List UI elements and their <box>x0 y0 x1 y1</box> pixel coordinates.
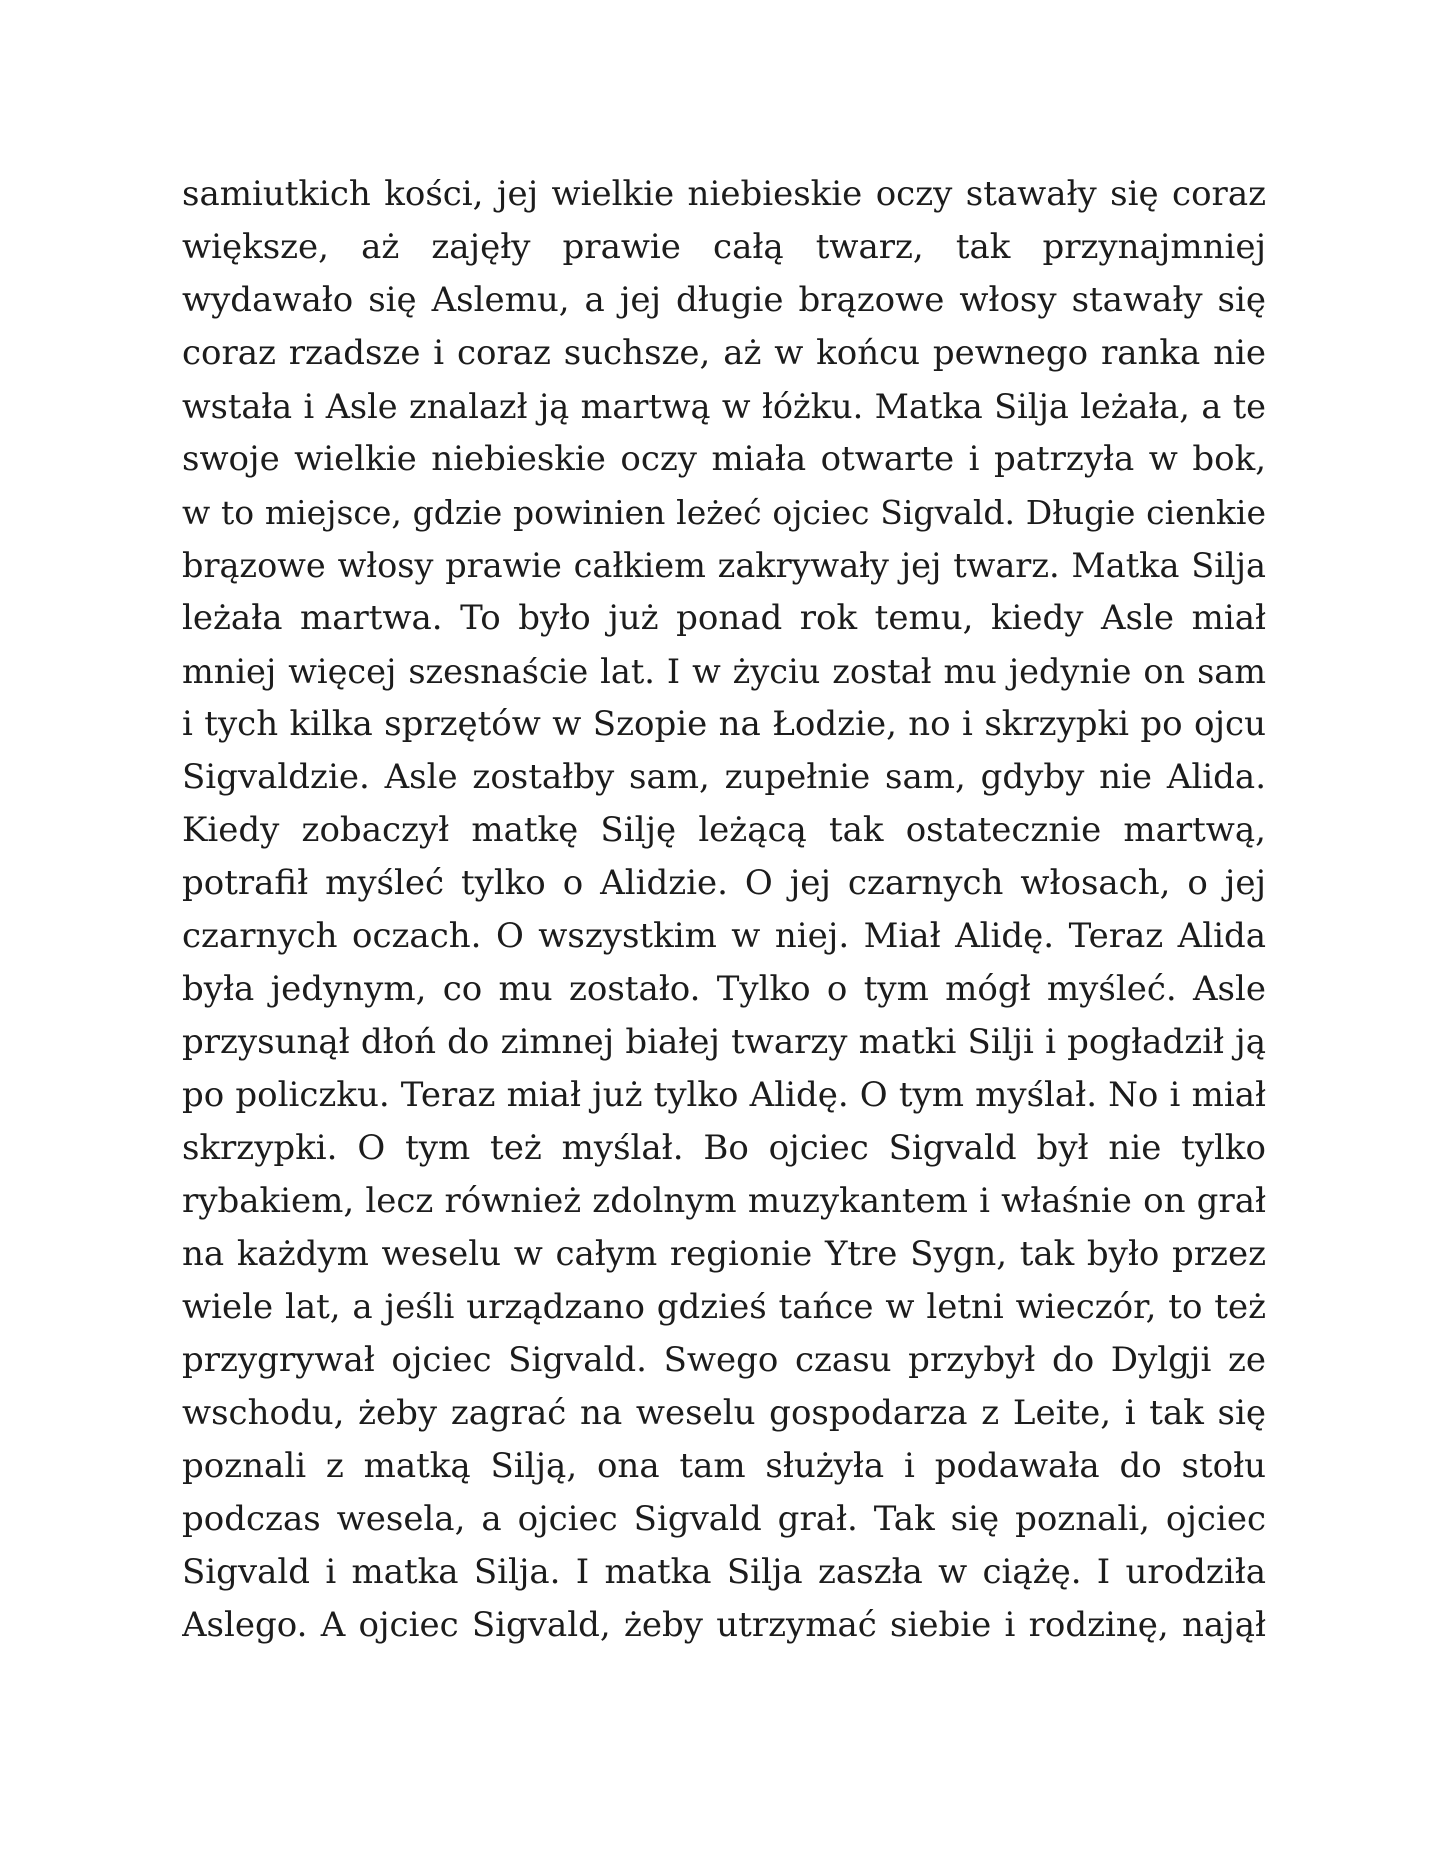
text-line: większe, aż zajęły prawie całą twarz, tak przynajmniej <box>182 227 1266 267</box>
text-line: swoje wielkie niebieskie oczy miała otwarte i patrzyła w bok, <box>182 439 1266 479</box>
text-line: przysunął dłoń do zimnej białej twarzy matki Silji i pogładził ją <box>182 1022 1266 1062</box>
text-line: rybakiem, lecz również zdolnym muzykantem i właśnie on grał <box>182 1181 1266 1221</box>
text-line: po policzku. Teraz miał już tylko Alidę. O tym myślał. No i miał <box>182 1075 1266 1115</box>
text-line: leżała martwa. To było już ponad rok temu, kiedy Asle miał <box>182 598 1266 638</box>
text-line: czarnych oczach. O wszystkim w niej. Miał Alidę. Teraz Alida <box>182 916 1266 956</box>
text-line: samiutkich kości, jej wielkie niebieskie oczy stawały się coraz <box>182 174 1266 214</box>
text-line: przygrywał ojciec Sigvald. Swego czasu przybył do Dylgji ze <box>182 1340 1266 1380</box>
text-line: Sigvald i matka Silja. I matka Silja zaszła w ciążę. I urodziła <box>182 1552 1266 1592</box>
text-line: była jedynym, co mu zostało. Tylko o tym mógł myśleć. Asle <box>182 969 1266 1009</box>
text-line: wschodu, żeby zagrać na weselu gospodarza z Leite, i tak się <box>182 1393 1266 1433</box>
text-line: Kiedy zobaczył matkę Silję leżącą tak ostatecznie martwą, <box>182 810 1266 850</box>
text-line: potrafił myśleć tylko o Alidzie. O jej czarnych włosach, o jej <box>182 863 1266 903</box>
text-line: wiele lat, a jeśli urządzano gdzieś tańce w letni wieczór, to też <box>182 1287 1266 1327</box>
text-line: coraz rzadsze i coraz suchsze, aż w końcu pewnego ranka nie <box>182 333 1266 373</box>
text-line: podczas wesela, a ojciec Sigvald grał. Tak się poznali, ojciec <box>182 1499 1266 1539</box>
text-line: Aslego. A ojciec Sigvald, żeby utrzymać siebie i rodzinę, najął <box>182 1605 1266 1645</box>
text-line: mniej więcej szesnaście lat. I w życiu został mu jedynie on sam <box>182 652 1266 691</box>
text-line: skrzypki. O tym też myślał. Bo ojciec Sigvald był nie tylko <box>182 1128 1266 1168</box>
text-line: wydawało się Aslemu, a jej długie brązowe włosy stawały się <box>182 280 1266 320</box>
text-line: Sigvaldzie. Asle zostałby sam, zupełnie sam, gdyby nie Alida. <box>182 757 1266 797</box>
text-line: i tych kilka sprzętów w Szopie na Łodzie, no i skrzypki po ojcu <box>182 704 1266 744</box>
text-line: na każdym weselu w całym regionie Ytre Sygn, tak było przez <box>182 1234 1266 1274</box>
text-line: w to miejsce, gdzie powinien leżeć ojciec Sigvald. Długie cienkie <box>182 493 1266 532</box>
text-line: poznali z matką Silją, ona tam służyła i podawała do stołu <box>182 1446 1266 1486</box>
body-text <box>182 168 1266 1652</box>
text-line: brązowe włosy prawie całkiem zakrywały jej twarz. Matka Silja <box>182 546 1266 585</box>
text-line: wstała i Asle znalazł ją martwą w łóżku. Matka Silja leżała, a te <box>182 387 1266 426</box>
